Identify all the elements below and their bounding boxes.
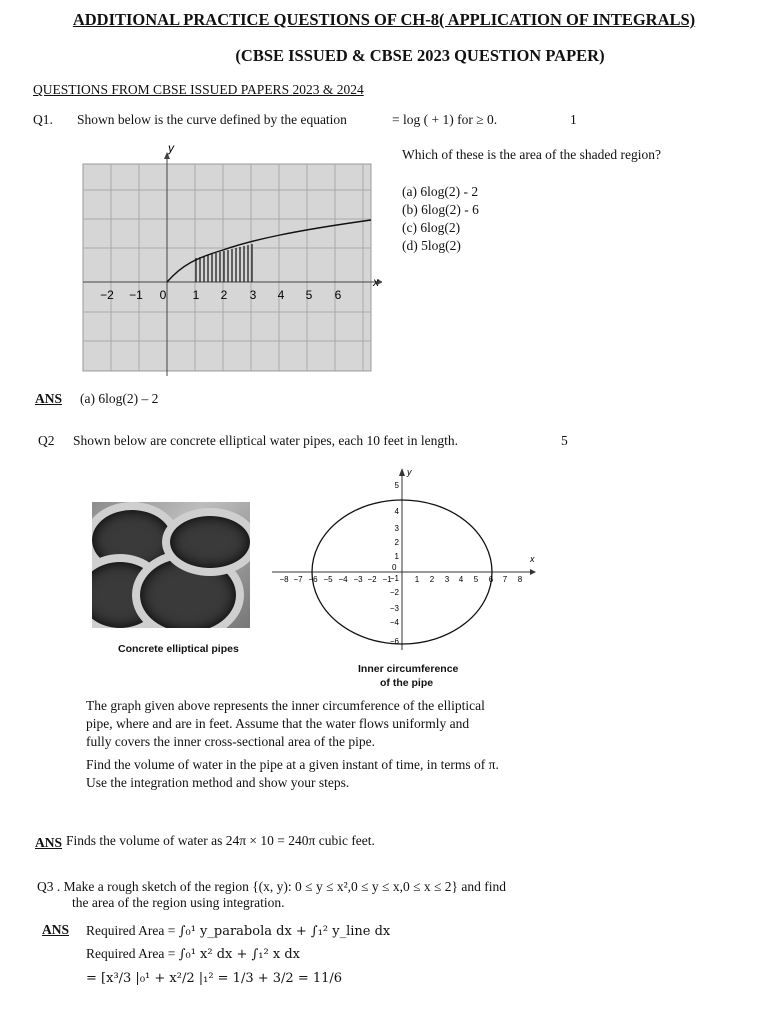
q2-tick: 4	[394, 507, 399, 516]
q3-question-line1: Q3 . Make a rough sketch of the region {(x, y): 0 ≤ y ≤ x²,0 ≤ y ≤ x,0 ≤ x ≤ 2} and find	[37, 879, 507, 894]
q1-option-a: (a) 6log(2) - 2	[402, 184, 479, 199]
q2-ans-label: ANS	[35, 835, 63, 850]
q2-tick: 1	[394, 552, 399, 561]
q2-tick: −1	[382, 575, 392, 584]
q2-tick: −5	[323, 575, 333, 584]
q2-para1-line: The graph given above represents the inner circumference of the elliptical	[86, 698, 485, 713]
q1-text: Shown below is the curve defined by the equation	[77, 112, 347, 127]
q2-tick: 1	[414, 575, 420, 584]
q1-option-d: (d) 5log(2)	[402, 238, 461, 253]
q2-tick: 3	[394, 524, 399, 533]
q3-req1-prefix: Required Area =	[86, 923, 179, 938]
q1-tick: 3	[249, 288, 257, 302]
q1-marks: 1	[570, 112, 577, 127]
q2-x-tick-labels	[279, 575, 522, 584]
q3-evaluation	[86, 970, 342, 986]
q1-x-label: x	[373, 275, 379, 289]
q2-ellipse-graph	[268, 462, 538, 652]
q1-graph	[82, 140, 382, 380]
q3-required-area-1	[86, 923, 390, 939]
q1-x-tick-labels	[100, 288, 342, 302]
q2-tick: 3	[444, 575, 450, 584]
q2-tick: 8	[517, 575, 523, 584]
q2-paragraph-1	[86, 697, 485, 751]
section-heading: QUESTIONS FROM CBSE ISSUED PAPERS 2023 & 2024	[33, 82, 364, 97]
photo-caption: Concrete elliptical pipes	[118, 643, 239, 655]
page-subtitle: (CBSE ISSUED & CBSE 2023 QUESTION PAPER)	[235, 46, 605, 65]
q2-tick: −8	[279, 575, 289, 584]
q2-tick: −4	[338, 575, 348, 584]
q2-answer: Finds the volume of water as 24π × 10 = 240π cubic feet.	[66, 833, 375, 848]
q2-tick: −1	[389, 574, 399, 583]
q2-tick: −3	[389, 604, 399, 613]
q2-marks: 5	[561, 433, 568, 448]
q1-y-label: y	[168, 141, 174, 155]
q2-tick: −6	[389, 637, 399, 646]
q2-para2-line: Find the volume of water in the pipe at a given instant of time, in terms of π.	[86, 757, 499, 772]
q2-para2-line: Use the integration method and show your steps.	[86, 775, 350, 790]
q2-tick: 5	[473, 575, 479, 584]
q2-tick: 4	[458, 575, 464, 584]
q2-x-label: x	[530, 554, 535, 564]
q2-y-arrow	[399, 468, 405, 476]
page-title: ADDITIONAL PRACTICE QUESTIONS OF CH-8( APPLICATION OF INTEGRALS)	[72, 10, 696, 29]
q2-x-arrow	[530, 569, 536, 575]
q1-label: Q1.	[33, 112, 53, 127]
concrete-pipes-photo	[92, 502, 250, 628]
q1-equation: = log ( + 1) for ≥ 0.	[392, 112, 498, 127]
q3-req2-expr: ∫₀¹ x² dx + ∫₁² x dx	[178, 947, 300, 962]
graph-caption-line2: of the pipe	[380, 677, 434, 689]
pipe-shape	[162, 508, 250, 576]
q1-option-c: (c) 6log(2)	[402, 220, 461, 235]
q1-tick: 0	[159, 288, 167, 302]
q2-tick: 2	[394, 538, 399, 547]
q1-tick: 1	[192, 288, 200, 302]
q1-prompt: Which of these is the area of the shaded region?	[402, 147, 662, 162]
q2-origin: 0	[392, 563, 397, 572]
q2-y-label: y	[407, 467, 412, 477]
q3-ans-label: ANS	[42, 922, 70, 937]
q3-required-area-2	[86, 946, 300, 962]
q1-tick: 2	[220, 288, 228, 302]
q1-graph-background	[83, 164, 371, 371]
q1-tick: 5	[305, 288, 313, 302]
q2-tick: −6	[308, 575, 318, 584]
q2-tick: −3	[353, 575, 363, 584]
q2-tick: −2	[367, 575, 377, 584]
q3-req1-expr: ∫₀¹ y_parabola dx + ∫₁² y_line dx	[178, 924, 391, 939]
q3-req2-prefix: Required Area =	[86, 946, 179, 961]
q1-answer: (a) 6log(2) – 2	[80, 391, 159, 406]
q2-tick: −4	[389, 618, 399, 627]
q1-tick: −2	[100, 288, 114, 302]
q2-tick: −2	[389, 588, 399, 597]
graph-caption-line1: Inner circumference	[358, 663, 459, 675]
q2-para1-line: fully covers the inner cross-sectional area of the pipe.	[86, 734, 376, 749]
q3-eval-terms: x³/3 |₀¹ + x²/2 |₁² = 1/3 + 3/2 = 11/6	[106, 971, 343, 986]
q2-text: Shown below are concrete elliptical water pipes, each 10 feet in length.	[73, 433, 458, 448]
q2-tick: 6	[488, 575, 494, 584]
q2-tick: 5	[394, 481, 399, 490]
q3-eval-prefix: = [	[86, 971, 107, 986]
q2-para1-line: pipe, where and are in feet. Assume that the water flows uniformly and	[86, 716, 470, 731]
q2-tick: 2	[429, 575, 435, 584]
q2-label: Q2	[38, 433, 55, 448]
q1-tick: −1	[129, 288, 143, 302]
q1-ans-label: ANS	[35, 391, 63, 406]
q3-question-line2: the area of the region using integration.	[72, 895, 285, 910]
q1-tick: 6	[334, 288, 342, 302]
q2-tick: −7	[293, 575, 303, 584]
q2-tick: 7	[502, 575, 508, 584]
q1-option-b: (b) 6log(2) - 6	[402, 202, 479, 217]
q1-tick: 4	[277, 288, 285, 302]
q2-paragraph-2	[86, 756, 499, 792]
